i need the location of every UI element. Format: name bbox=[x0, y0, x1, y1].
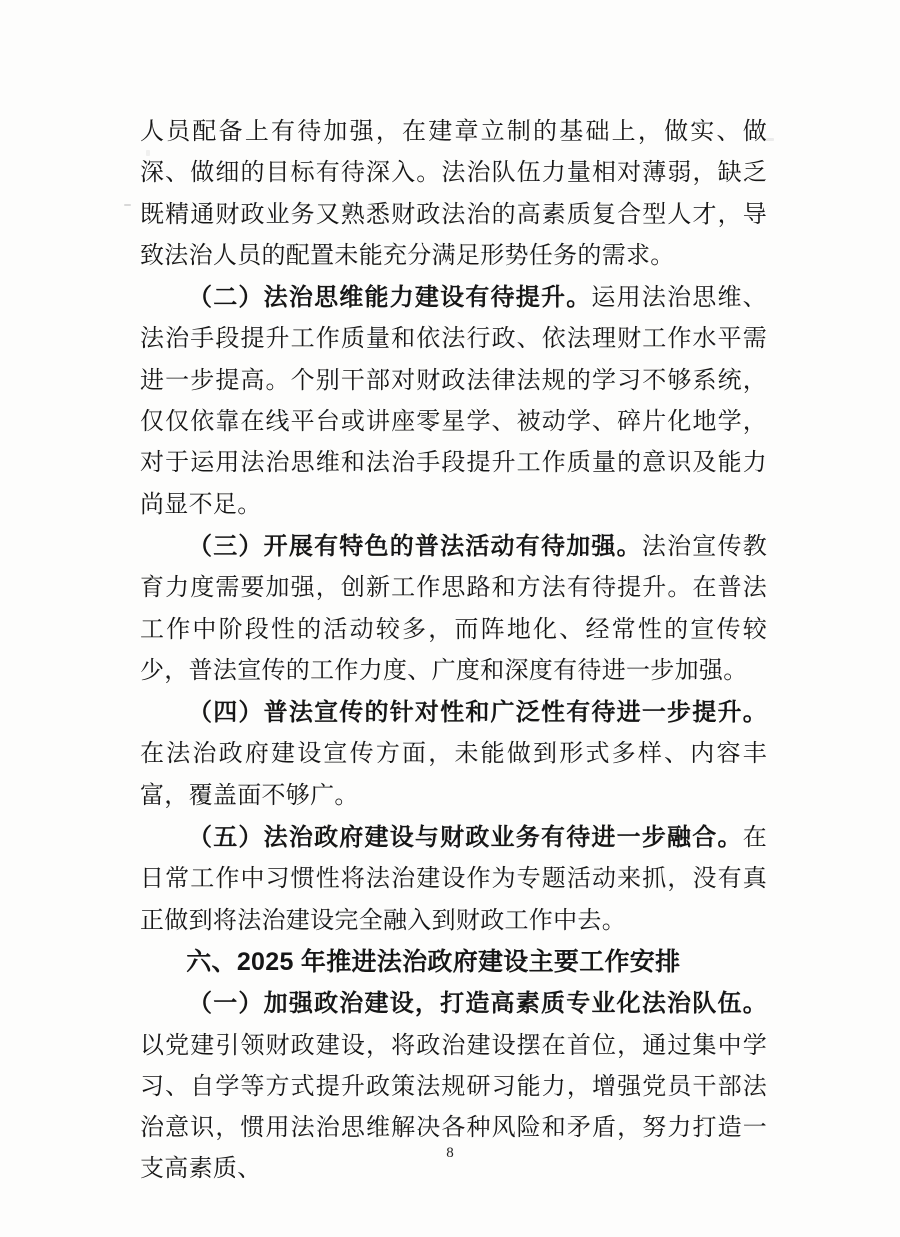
paragraph-lead-bold: （一）加强政治建设，打造高素质专业化法治队伍。 bbox=[188, 990, 767, 1018]
paragraph-lead-bold: （三）开展有特色的普法活动有待加强。 bbox=[188, 532, 642, 560]
paragraph-item-2 bbox=[140, 277, 767, 526]
paragraph-lead-bold: （二）法治思维能力建设有待提升。 bbox=[188, 284, 592, 312]
paragraph-text: 运用法治思维、法治手段提升工作质量和依法行政、依法理财工作水平需进一步提高。个别干部对财政法律法规的学习不够系统，仅仅依靠在线平台或讲座零星学、被动学、碎片化地学，对于运用法治思维和法治手段提升工作质量的意识及能力尚显不足。 bbox=[140, 285, 767, 518]
paragraph-text: 以党建引领财政建设，将政治建设摆在首位，通过集中学习、自学等方式提升政策法规研习能力，增强党员干部法治意识，惯用法治思维解决各种风险和矛盾，努力打造一支高素质、 bbox=[140, 1032, 767, 1183]
document-body bbox=[140, 112, 767, 1191]
scan-artifact bbox=[124, 204, 131, 206]
paragraph-item-4 bbox=[140, 692, 767, 817]
paragraph-lead-bold: （五）法治政府建设与财政业务有待进一步融合。 bbox=[188, 824, 743, 852]
page-number: 8 bbox=[446, 1145, 454, 1161]
paragraph-item-3 bbox=[140, 526, 767, 692]
section-heading: 六、2025 年推进法治政府建设主要工作安排 bbox=[186, 947, 681, 976]
paragraph-item-5 bbox=[140, 817, 767, 942]
paragraph-text: 法治宣传教育力度需要加强，创新工作思路和方法有待提升。在普法工作中阶段性的活动较多，而阵地化、经常性的宣传较少，普法宣传的工作力度、广度和深度有待进一步加强。 bbox=[140, 533, 767, 684]
paragraph-continuation bbox=[140, 112, 767, 277]
paragraph-lead-bold: （四）普法宣传的针对性和广泛性有待进一步提升。 bbox=[188, 699, 767, 727]
paragraph-text: 在法治政府建设宣传方面，未能做到形式多样、内容丰富，覆盖面不够广。 bbox=[140, 741, 767, 809]
paragraph-text: 人员配备上有待加强，在建章立制的基础上，做实、做深、做细的目标有待深入。法治队伍力量相对薄弱，缺乏既精通财政业务又熟悉财政法治的高素质复合型人才，导致法治人员的配置未能充分满足形势任务的需求。 bbox=[140, 119, 767, 269]
paragraph-text: 在日常工作中习惯性将法治建设作为专题活动来抓，没有真正做到将法治建设完全融入到财政工作中去。 bbox=[140, 825, 767, 934]
